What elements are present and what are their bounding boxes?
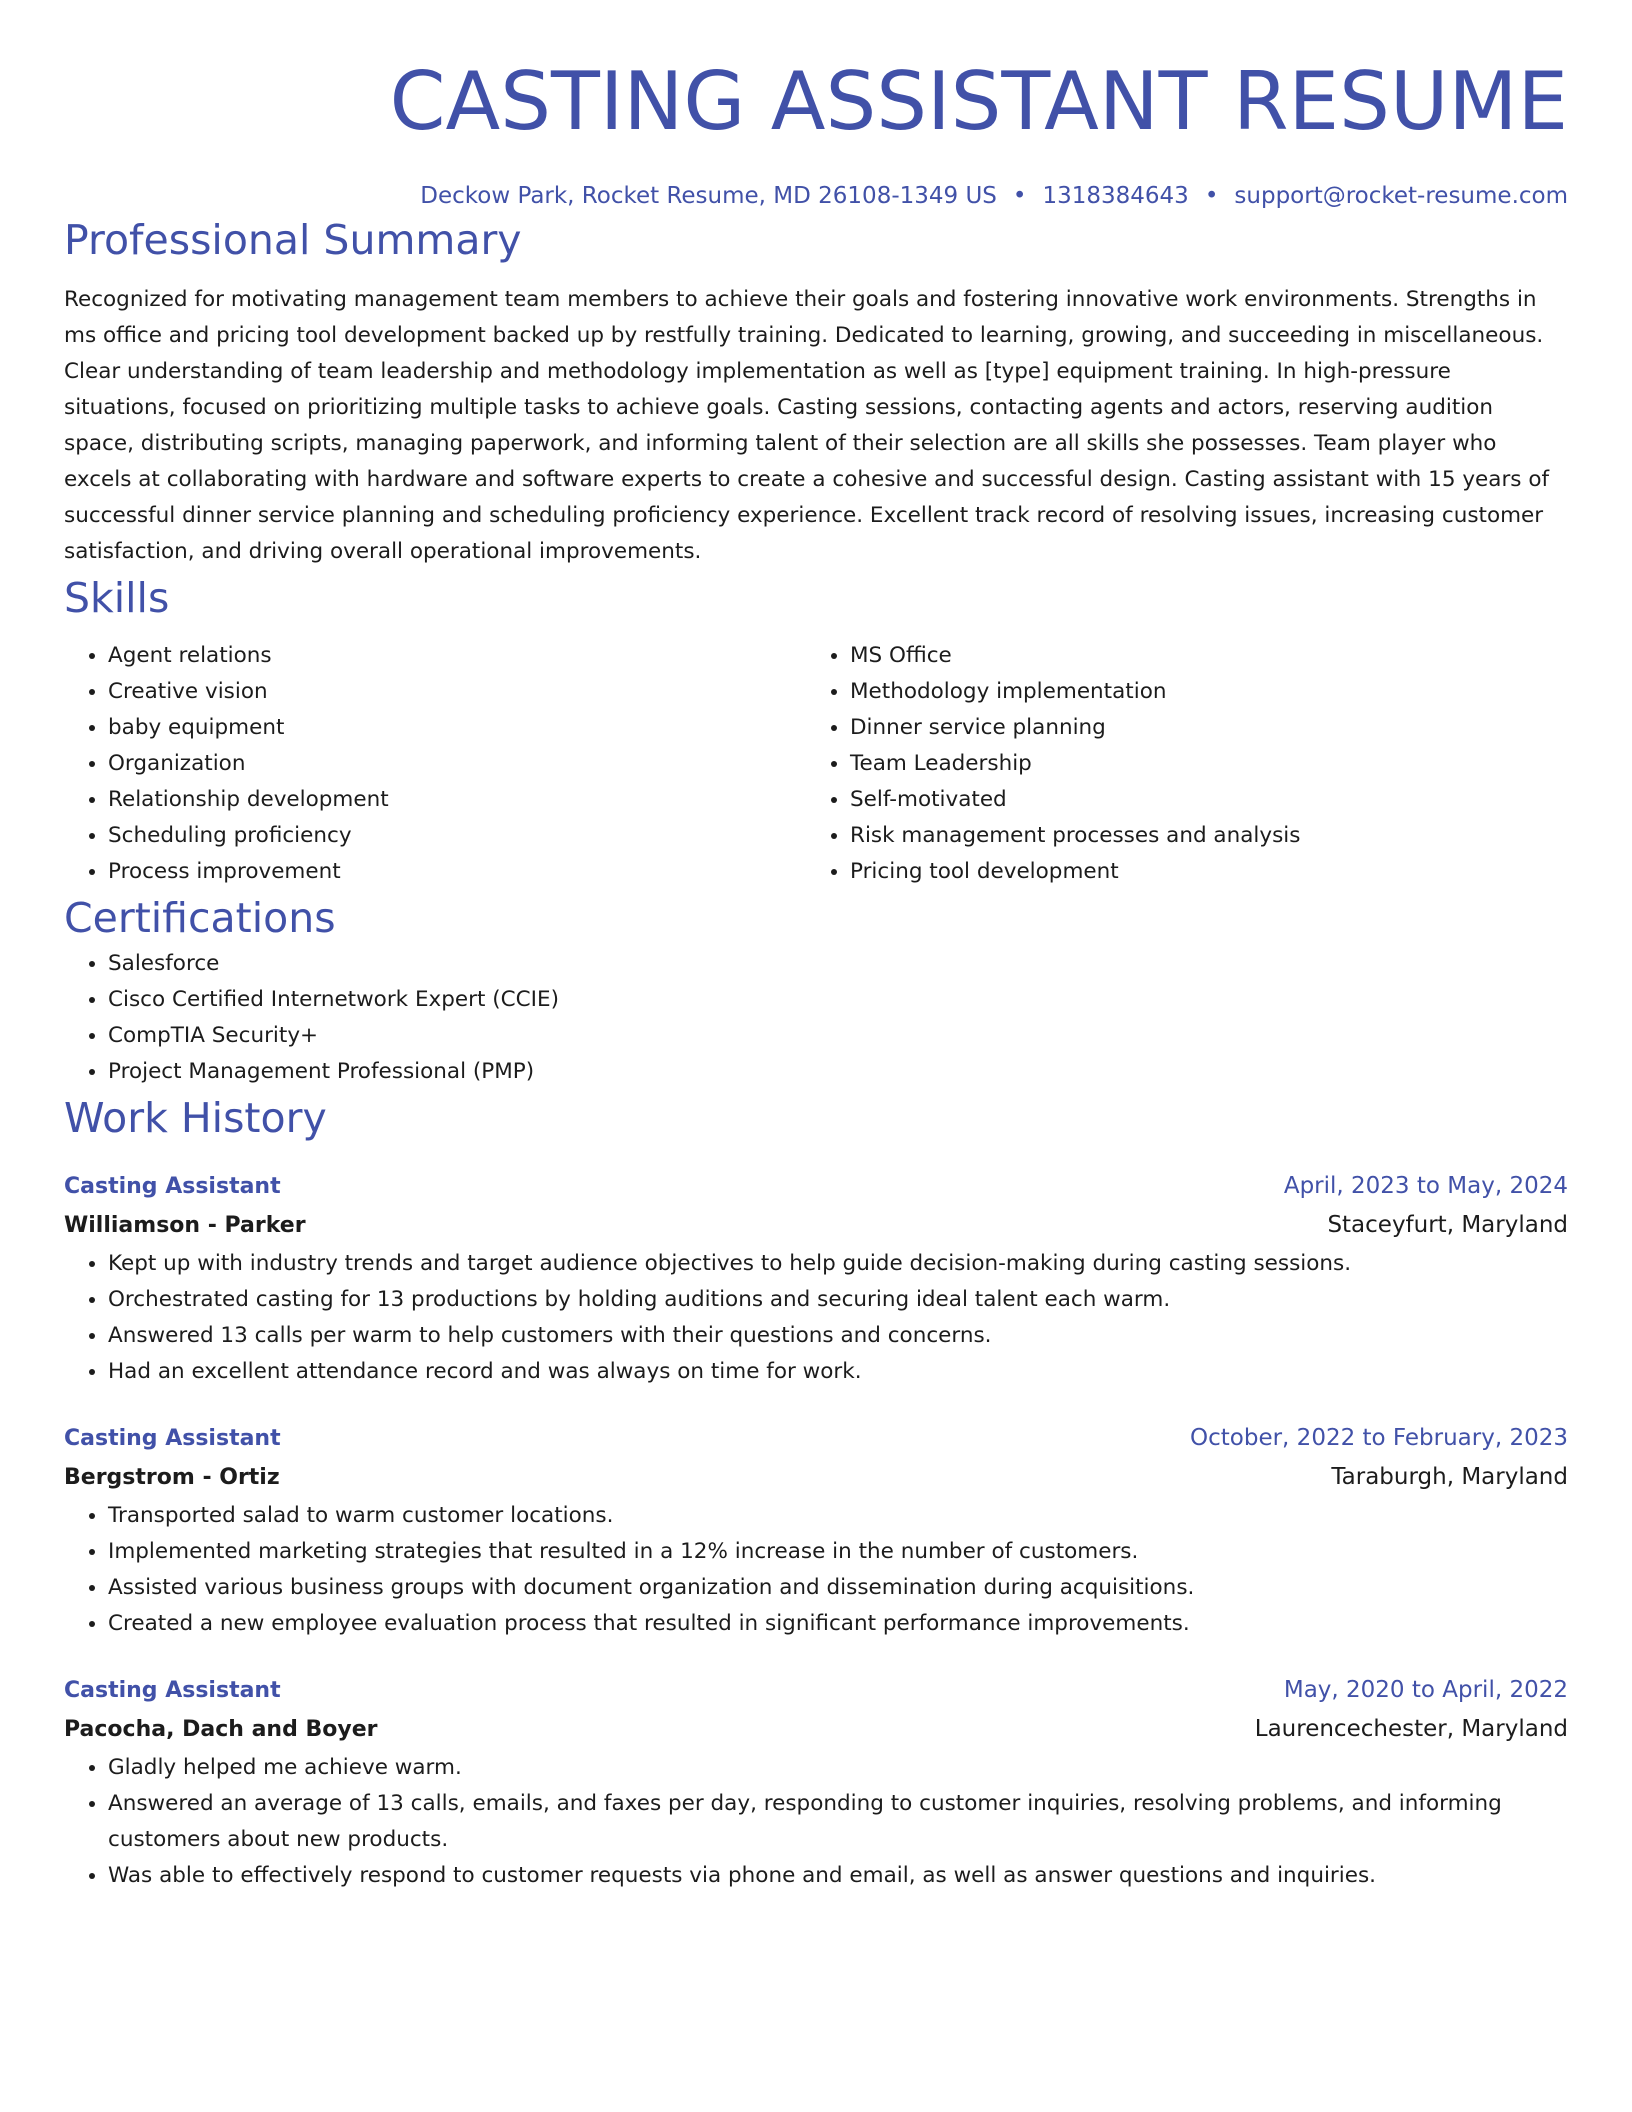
job-company-row <box>64 1205 1568 1246</box>
skill-item: • Process improvement <box>108 854 806 890</box>
job-title: Casting Assistant <box>64 1174 281 1199</box>
job-duty-item: • Orchestrated casting for 13 productions by holding auditions and securing ideal talent each warm. <box>108 1282 1568 1318</box>
skill-item: • Relationship development <box>108 782 806 818</box>
contact-address: Deckow Park, Rocket Resume, MD 26108-1349 US <box>420 183 997 209</box>
job-company: Bergstrom - Ortiz <box>64 1465 280 1490</box>
skill-item: • Team Leadership <box>850 746 1548 782</box>
skills-grid <box>64 638 1568 890</box>
work-history-heading: Work History <box>64 1094 327 1142</box>
job-duty-item: • Transported salad to warm customer locations. <box>108 1498 1568 1534</box>
skills-list-right <box>806 638 1548 890</box>
job-duty-item: • Gladly helped me achieve warm. <box>108 1750 1568 1786</box>
job-duties-list <box>64 1498 1568 1642</box>
contact-email: support@rocket-resume.com <box>1234 183 1568 209</box>
job-location: Taraburgh, Maryland <box>1331 1464 1568 1490</box>
job-header-row <box>64 1168 1568 1205</box>
contact-line <box>64 180 1568 212</box>
certifications-list <box>64 946 1568 1090</box>
job-title: Casting Assistant <box>64 1678 281 1703</box>
job-duty-item: • Assisted various business groups with document organization and dissemination during acquisitions. <box>108 1570 1568 1606</box>
contact-separator: • <box>1012 183 1027 209</box>
job-company: Williamson - Parker <box>64 1213 306 1238</box>
skills-column-right <box>806 638 1548 890</box>
skill-item: • Methodology implementation <box>850 674 1548 710</box>
certification-item: • Project Management Professional (PMP) <box>108 1054 1568 1090</box>
summary-heading: Professional Summary <box>64 216 522 264</box>
job-duty-item: • Answered an average of 13 calls, emails, and faxes per day, responding to customer inquiries, resolving problems, and informing customers about new products. <box>108 1786 1568 1858</box>
skills-column-left <box>64 638 806 890</box>
skill-item: • Creative vision <box>108 674 806 710</box>
certification-item: • Cisco Certified Internetwork Expert (CCIE) <box>108 982 1568 1018</box>
job-entry <box>64 1672 1568 1894</box>
job-title: Casting Assistant <box>64 1426 281 1451</box>
job-dates: May, 2020 to April, 2022 <box>1283 1677 1568 1703</box>
job-dates: April, 2023 to May, 2024 <box>1283 1173 1568 1199</box>
job-duty-item: • Implemented marketing strategies that resulted in a 12% increase in the number of customers. <box>108 1534 1568 1570</box>
skill-item: • Agent relations <box>108 638 806 674</box>
job-duty-item: • Was able to effectively respond to customer requests via phone and email, as well as answer questions and inquiries. <box>108 1858 1568 1894</box>
skills-heading: Skills <box>64 574 170 622</box>
certification-item: • CompTIA Security+ <box>108 1018 1568 1054</box>
contact-separator: • <box>1204 183 1219 209</box>
resume-name-heading: CASTING ASSISTANT RESUME <box>389 55 1568 148</box>
skill-item: • Scheduling proficiency <box>108 818 806 854</box>
job-dates: October, 2022 to February, 2023 <box>1190 1425 1568 1451</box>
summary-text: Recognized for motivating management team members to achieve their goals and fostering innovative work environments. Strengths in ms office and pricing tool development backed up by restfully training. Dedicated to learning, growing, and succeeding in miscellaneous. Clear understanding of team leadership and methodology implementation as well as [type] equipment training. In high-pressure situations, focused on prioritizing multiple tasks to achieve goals. Casting sessions, contacting agents and actors, reserving audition space, distributing scripts, managing paperwork, and informing talent of their selection are all skills she possesses. Team player who excels at collaborating with hardware and software experts to create a cohesive and successful design. Casting assistant with 15 years of successful dinner service planning and scheduling proficiency experience. Excellent track record of resolving issues, increasing customer satisfaction, and driving overall operational improvements. <box>64 287 1550 564</box>
skill-item: • MS Office <box>850 638 1548 674</box>
job-duty-item: • Had an excellent attendance record and was always on time for work. <box>108 1354 1568 1390</box>
skill-item: • Self-motivated <box>850 782 1548 818</box>
job-company-row <box>64 1457 1568 1498</box>
skill-item: • Pricing tool development <box>850 854 1548 890</box>
skill-item: • Dinner service planning <box>850 710 1548 746</box>
job-duties-list <box>64 1246 1568 1390</box>
job-header-row <box>64 1420 1568 1457</box>
job-header-row <box>64 1672 1568 1709</box>
job-duty-item: • Kept up with industry trends and target audience objectives to help guide decision-making during casting sessions. <box>108 1246 1568 1282</box>
job-duties-list <box>64 1750 1568 1894</box>
job-entry <box>64 1420 1568 1642</box>
job-location: Laurencechester, Maryland <box>1254 1716 1568 1742</box>
job-location: Staceyfurt, Maryland <box>1327 1212 1568 1238</box>
skill-item: • Organization <box>108 746 806 782</box>
contact-phone: 1318384643 <box>1042 183 1189 209</box>
job-duty-item: • Created a new employee evaluation process that resulted in significant performance improvements. <box>108 1606 1568 1642</box>
job-company-row <box>64 1709 1568 1750</box>
job-entry <box>64 1168 1568 1390</box>
certification-item: • Salesforce <box>108 946 1568 982</box>
skill-item: • Risk management processes and analysis <box>850 818 1548 854</box>
job-company: Pacocha, Dach and Boyer <box>64 1717 378 1742</box>
job-duty-item: • Answered 13 calls per warm to help customers with their questions and concerns. <box>108 1318 1568 1354</box>
skill-item: • baby equipment <box>108 710 806 746</box>
certifications-heading: Certifications <box>64 894 336 942</box>
skills-list-left <box>64 638 806 890</box>
